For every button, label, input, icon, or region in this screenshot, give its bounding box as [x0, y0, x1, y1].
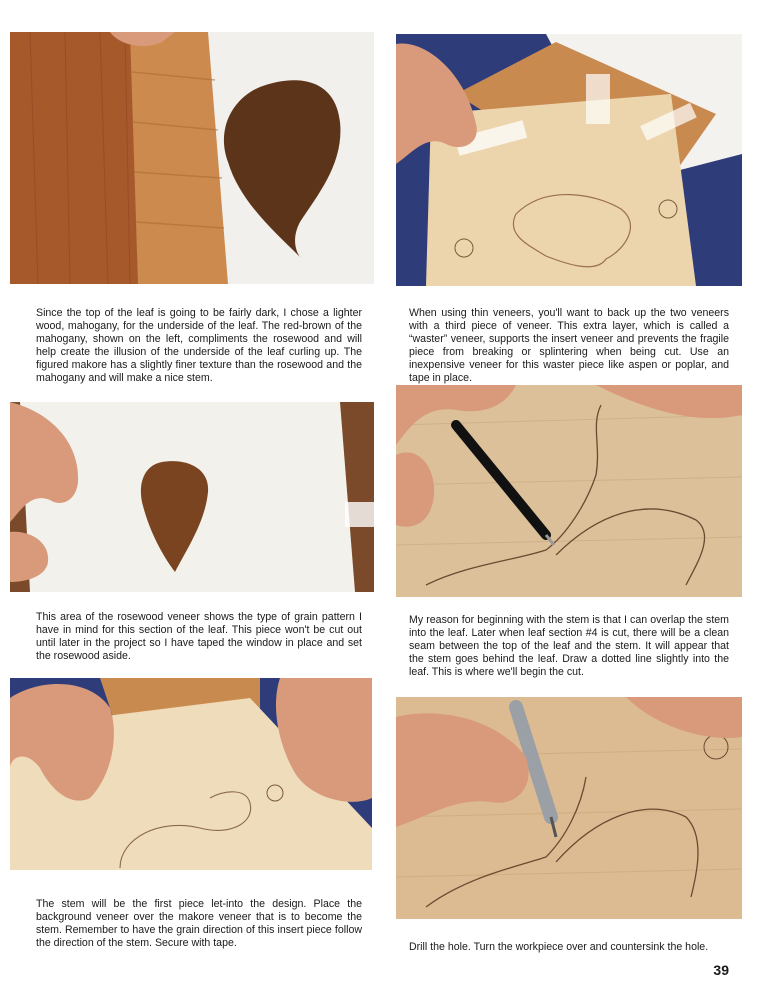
caption-1: Since the top of the leaf is going to be fairly dark, I chose a lighter wood, mahogany, for the underside of the leaf. The red-brown of the mahogany, shown on the left, compliments the rosewood and will help create the illusion of the underside of the leaf curling up. The figured makore has a slightly finer texture than the rosewood and the mahogany and will make a nice stem. — [36, 307, 362, 384]
photo-waster-veneer — [396, 34, 742, 286]
caption-3: This area of the rosewood veneer shows the type of grain pattern I have in mind for this section of the leaf. This piece won't be cut out until later in the project so I have taped the window in place and set the rosewood aside. — [36, 611, 362, 662]
caption-2: When using thin veneers, you'll want to back up the two veneers with a third piece of veneer. This extra layer, which is called a “waster” veneer, supports the insert veneer and prevents the fragile piece from breaking or splintering when being cut. Use an inexpensive veneer for this waster piece like aspen or poplar, and tape in place. — [409, 307, 729, 384]
caption-5: The stem will be the first piece let-into the design. Place the background veneer over the makore veneer that is to become the stem. Remember to have the grain direction of this insert piece follow the direction of the stem. Secure with tape. — [36, 898, 362, 949]
photo-placing-veneer — [10, 678, 372, 870]
page-number: 39 — [713, 962, 729, 978]
photo-marking-stem — [396, 385, 742, 597]
caption-6: Drill the hole. Turn the workpiece over and countersink the hole. — [409, 941, 709, 953]
photo-veneer-selection — [10, 32, 374, 284]
photo-rosewood-window — [10, 402, 374, 592]
photo-drilling — [396, 697, 742, 919]
caption-4: My reason for beginning with the stem is that I can overlap the stem into the leaf. Later when leaf section #4 is cut, there will be a clean seam between the top of the leaf and the stem. It will appear that the stem goes behind the leaf. Draw a dotted line slightly into the leaf. This is where we'll begin the cut. — [409, 614, 729, 678]
